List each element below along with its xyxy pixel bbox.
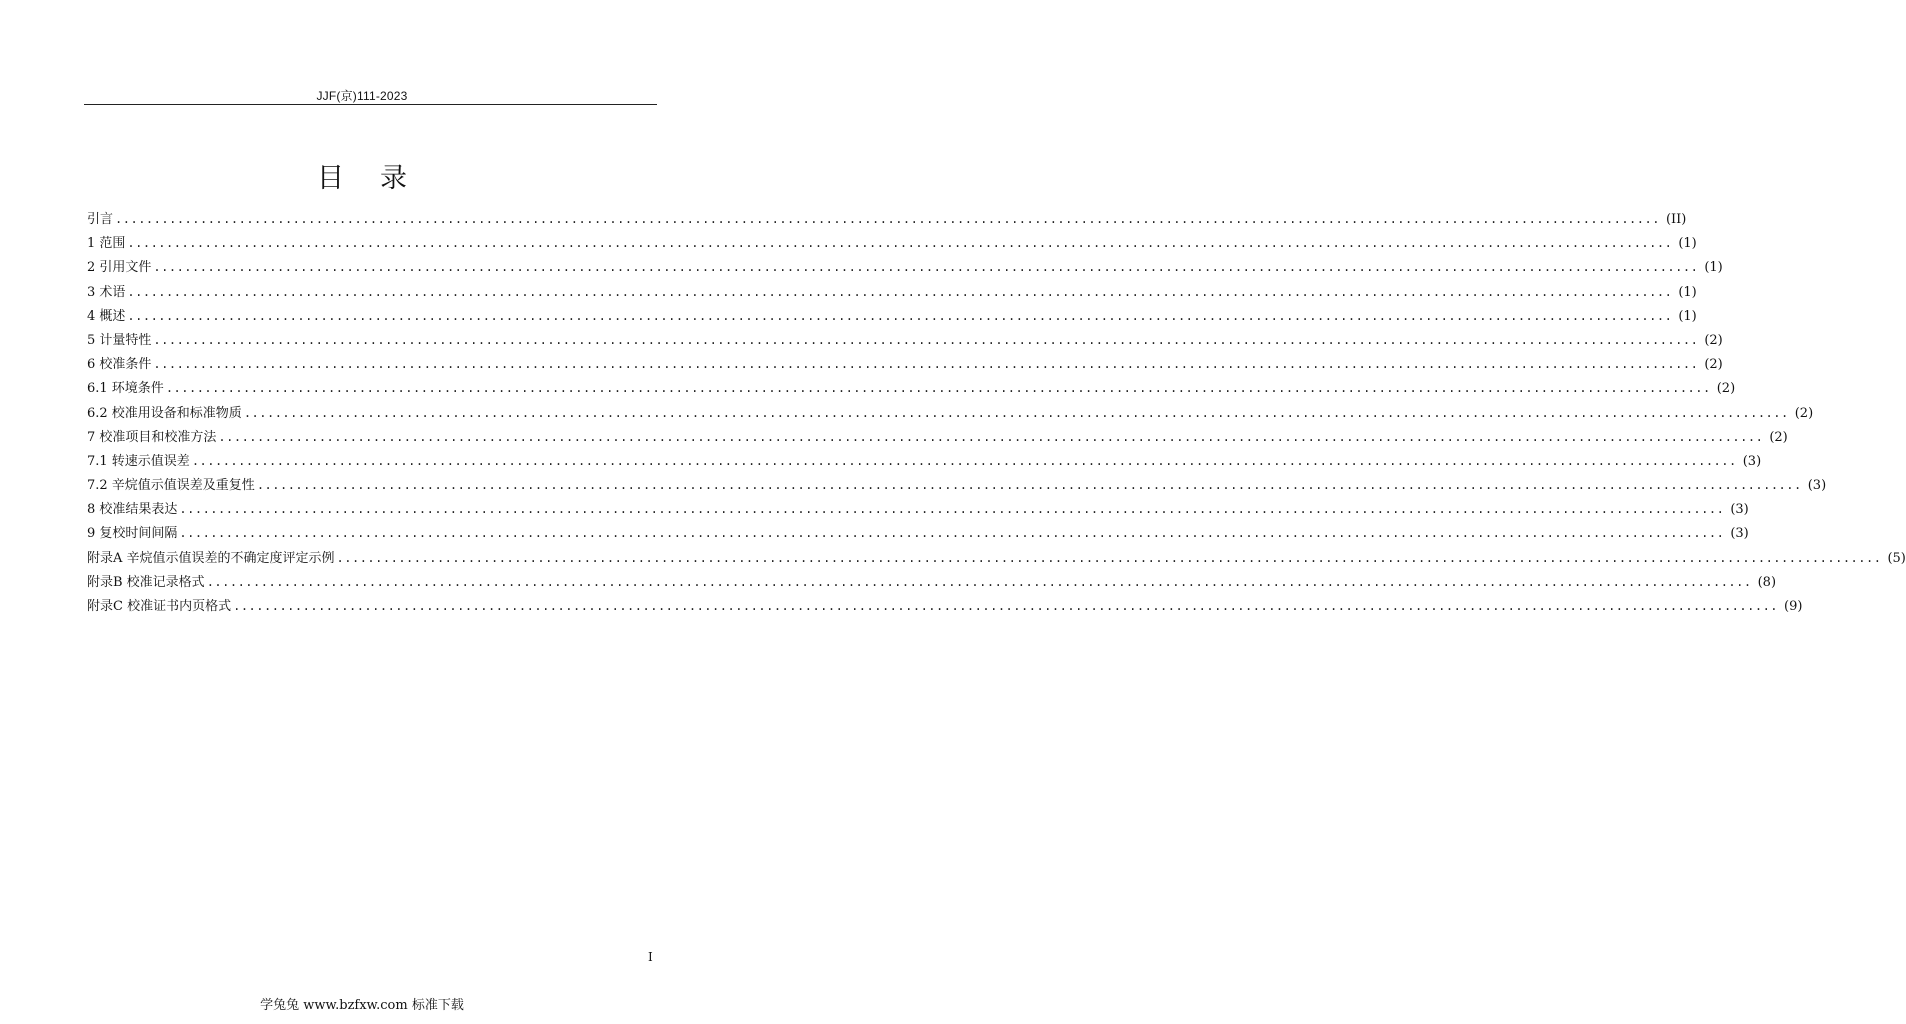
toc-entry-label: 9 复校时间间隔 (87, 526, 178, 542)
toc-entry-page: (2) (1716, 381, 1736, 397)
toc-leader-dots: ........................................................................................................................................................................................................ (336, 550, 1882, 565)
toc-leader-dots: ........................................................................................................................................................................................................ (127, 308, 1673, 323)
toc-entry[interactable] (87, 595, 1803, 619)
toc-entry[interactable] (87, 402, 1814, 426)
toc-entry-page: (2) (1794, 405, 1814, 421)
page-number: I (648, 950, 653, 964)
toc-leader-dots: ........................................................................................................................................................................................................ (165, 381, 1711, 396)
toc-entry-label: 引言 (87, 212, 114, 227)
toc-entry-page: (3) (1730, 526, 1749, 542)
toc-entry[interactable] (87, 329, 1723, 353)
toc-entry-label: 3 术语 (87, 284, 126, 300)
toc-entry-label: 2 引用文件 (87, 260, 152, 276)
toc-entry-page: (3) (1730, 502, 1749, 518)
page-title: 目录 (317, 163, 443, 194)
toc-entry[interactable] (87, 353, 1723, 377)
toc-entry-page: (9) (1784, 599, 1803, 614)
toc-entry-label: 7.1 转速示值误差 (87, 453, 190, 469)
toc-entry-label: 6 校准条件 (87, 357, 152, 373)
toc-leader-dots: ........................................................................................................................................................................................................ (153, 357, 1699, 372)
toc-leader-dots: ........................................................................................................................................................................................................ (206, 574, 1752, 589)
toc-leader-dots: ........................................................................................................................................................................................................ (153, 260, 1699, 275)
toc-leader-dots: ........................................................................................................................................................................................................ (179, 526, 1725, 541)
toc-entry-label: 附录B 校准记录格式 (87, 574, 205, 590)
toc-leader-dots: ........................................................................................................................................................................................................ (179, 502, 1725, 517)
toc-entry[interactable] (87, 256, 1723, 280)
toc-entry-label: 附录C 校准证书内页格式 (87, 599, 232, 614)
toc-leader-dots: ........................................................................................................................................................................................................ (243, 405, 1789, 420)
toc-leader-dots: ........................................................................................................................................................................................................ (127, 236, 1673, 251)
toc-entry-label: 6.1 环境条件 (87, 381, 164, 397)
document-code-header: JJF(京)111-2023 (316, 89, 408, 103)
toc-entry-page: (1) (1678, 308, 1697, 324)
toc-entry-page: (1) (1678, 236, 1697, 252)
toc-entry-page: (1) (1678, 284, 1697, 300)
toc-entry-label: 4 概述 (87, 308, 126, 324)
toc-entry-label: 6.2 校准用设备和标准物质 (87, 405, 242, 421)
toc-entry-page: (II) (1665, 212, 1687, 227)
toc-leader-dots: ........................................................................................................................................................................................................ (256, 478, 1802, 493)
toc-entry-page: (8) (1757, 574, 1777, 590)
toc-entry-page: (2) (1704, 357, 1723, 373)
table-of-contents (87, 208, 1906, 619)
footer-watermark-text: 学兔兔 www.bzfxw.com 标准下载 (260, 998, 464, 1013)
toc-leader-dots: ........................................................................................................................................................................................................ (218, 429, 1764, 444)
toc-entry[interactable] (87, 281, 1697, 305)
toc-entry-page: (5) (1887, 550, 1906, 566)
toc-entry[interactable] (87, 232, 1697, 256)
toc-entry-label: 1 范围 (87, 236, 126, 252)
toc-leader-dots: ........................................................................................................................................................................................................ (191, 453, 1737, 468)
toc-entry-label: 7.2 辛烷值示值误差及重复性 (87, 478, 255, 494)
toc-entry-page: (3) (1742, 453, 1762, 469)
toc-entry[interactable] (87, 377, 1736, 401)
toc-entry[interactable] (87, 305, 1697, 329)
toc-leader-dots: ........................................................................................................................................................................................................ (233, 599, 1779, 613)
toc-entry[interactable] (87, 208, 1687, 232)
toc-entry-label: 7 校准项目和校准方法 (87, 429, 217, 445)
toc-entry-page: (1) (1704, 260, 1723, 276)
toc-entry[interactable] (87, 498, 1749, 522)
toc-entry-page: (2) (1704, 332, 1723, 348)
toc-entry[interactable] (87, 450, 1762, 474)
toc-entry[interactable] (87, 474, 1827, 498)
toc-entry[interactable] (87, 426, 1788, 450)
toc-entry[interactable] (87, 547, 1906, 571)
toc-leader-dots: ........................................................................................................................................................................................................ (115, 212, 1660, 226)
toc-leader-dots: ........................................................................................................................................................................................................ (153, 332, 1699, 347)
toc-entry-label: 5 计量特性 (87, 332, 152, 348)
toc-entry[interactable] (87, 571, 1777, 595)
toc-entry[interactable] (87, 522, 1749, 546)
toc-entry-page: (3) (1807, 478, 1827, 494)
toc-leader-dots: ........................................................................................................................................................................................................ (127, 284, 1673, 299)
toc-entry-page: (2) (1769, 429, 1788, 445)
toc-entry-label: 8 校准结果表达 (87, 502, 178, 518)
toc-entry-label: 附录A 辛烷值示值误差的不确定度评定示例 (87, 550, 335, 566)
header-rule (84, 104, 657, 105)
